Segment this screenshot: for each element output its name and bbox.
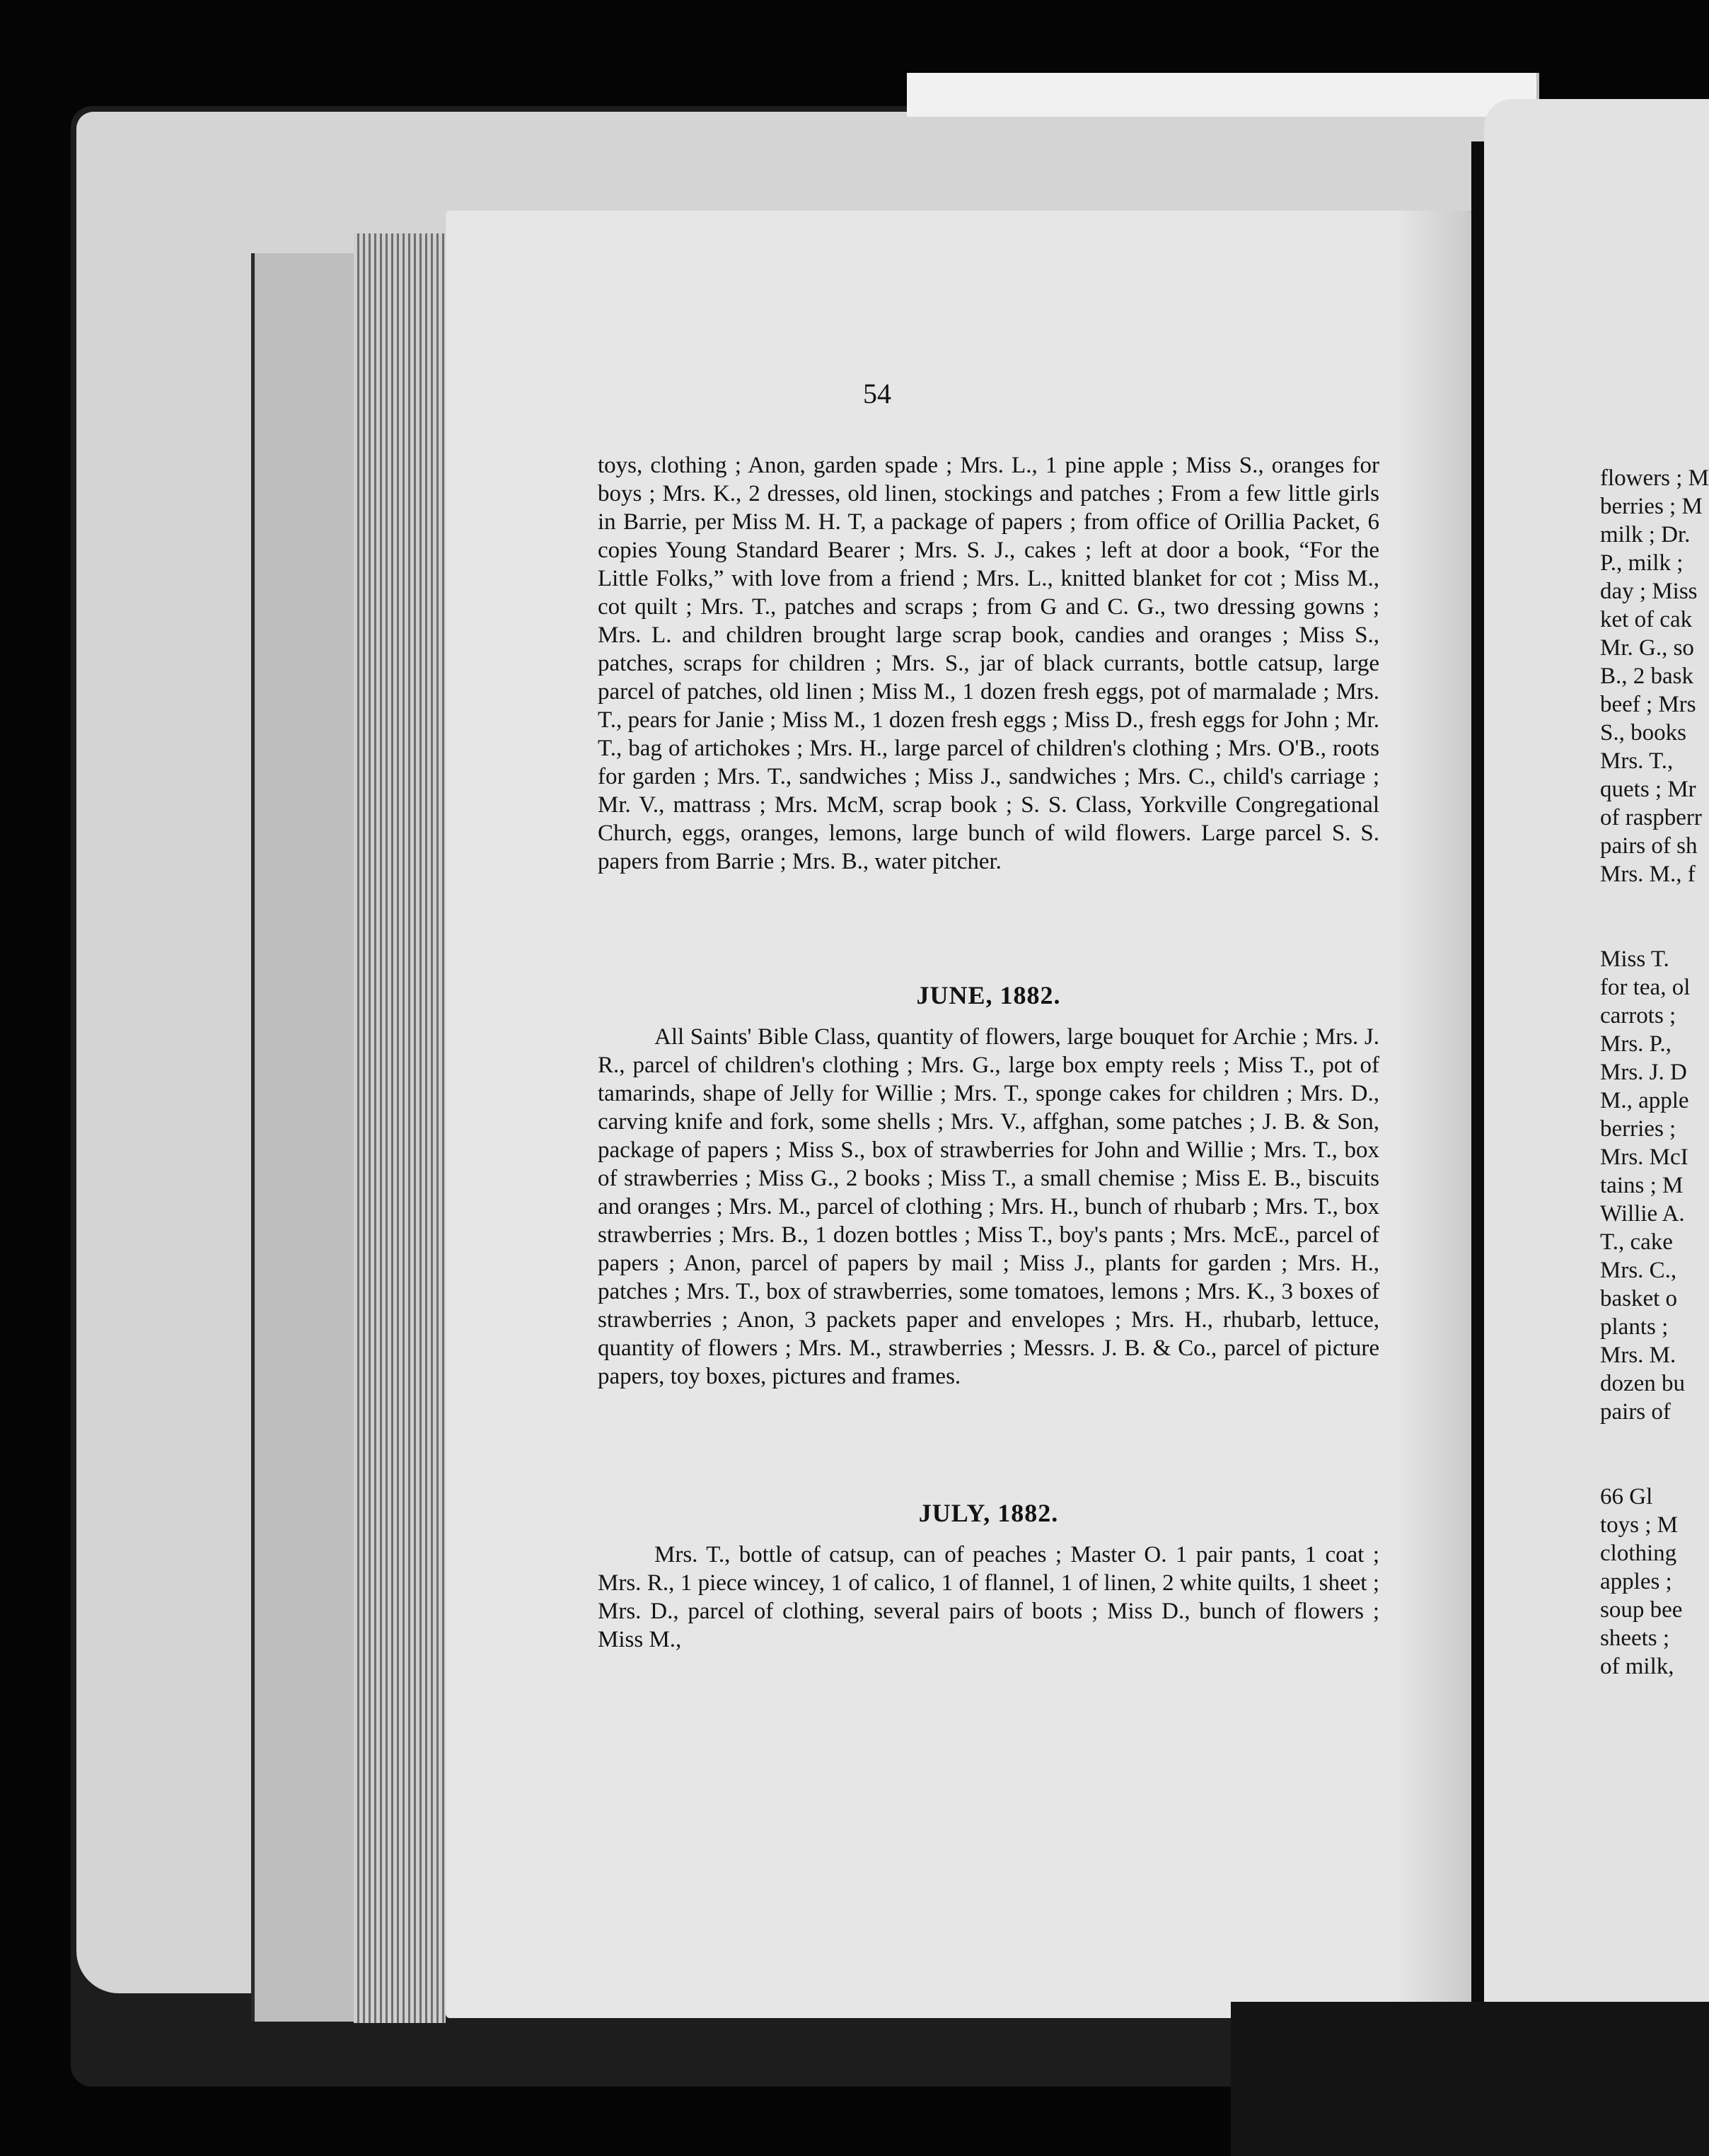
right-line: clothing <box>1600 1541 1677 1566</box>
right-line: milk ; Dr. <box>1600 522 1691 547</box>
right-line: 66 Gl <box>1600 1484 1653 1509</box>
right-line: Willie A. <box>1600 1201 1685 1227</box>
right-line: S., books <box>1600 720 1686 746</box>
right-line: Mrs. McI <box>1600 1144 1688 1170</box>
right-line: basket o <box>1600 1286 1678 1311</box>
cover-edge <box>251 253 354 2022</box>
right-line: day ; Miss <box>1600 579 1698 604</box>
right-line: Mrs. M. <box>1600 1343 1676 1368</box>
entries-paragraph-june: All Saints' Bible Class, quantity of flowers, large bouquet for Archie ; Mrs. J. R., parcel of children's clothing ; Mrs. G., large box empty reels ; Miss T., pot of tamarinds, shape of Jelly for Willie ; Mrs. T., sponge cakes for children ; Mrs. D., carving knife and fork, some shells ; Mrs. V., affghan, some patches ; J. B. & Son, package of papers ; Miss S., box of strawberries for John and Willie ; Mrs. T., box of strawberries ; Miss G., 2 books ; Miss T., a small chemise ; Miss E. B., biscuits and oranges ; Mrs. M., parcel of clothing ; Mrs. H., bunch of rhubarb ; Mrs. T., box strawberries ; Mrs. B., 1 dozen bottles ; Miss T., boy's pants ; Mrs. McE., parcel of papers ; Anon, parcel of papers by mail ; Miss J., plants for garden ; Mrs. H., patches ; Mrs. T., box of strawberries, some tomatoes, lemons ; Mrs. K., 3 boxes of strawberries ; Anon, 3 packets paper and envelopes ; Mrs. H., rhubarb, lettuce, quantity of flowers ; Mrs. M., strawberries ; Messrs. J. B. & Co., parcel of picture papers, toy boxes, pictures and frames. <box>598 1024 1379 1389</box>
right-line: apples ; <box>1600 1569 1672 1594</box>
section-heading-july: JULY, 1882. <box>918 1499 1059 1527</box>
right-line: sheets ; <box>1600 1625 1670 1651</box>
right-line: P., milk ; <box>1600 550 1684 576</box>
page-gutter-shadow <box>1397 211 1471 2018</box>
right-line: Mr. G., so <box>1600 635 1694 661</box>
right-line: T., cake <box>1600 1229 1673 1255</box>
right-block-1 <box>1600 464 1709 888</box>
right-line: beef ; Mrs <box>1600 692 1696 717</box>
right-line: of milk, <box>1600 1654 1674 1679</box>
right-line: pairs of sh <box>1600 833 1698 859</box>
right-line: M., apple <box>1600 1088 1689 1113</box>
right-line: Mrs. T., <box>1600 748 1674 774</box>
page-number: 54 <box>863 378 891 410</box>
right-line: Mrs. M., f <box>1600 862 1696 887</box>
right-line: soup bee <box>1600 1597 1683 1623</box>
page-stack-edges <box>354 233 446 2023</box>
book-bottom-shadow <box>1231 2002 1709 2156</box>
section-heading-june: JUNE, 1882. <box>916 981 1061 1009</box>
right-line: Mrs. J. D <box>1600 1060 1687 1085</box>
right-line: dozen bu <box>1600 1371 1686 1396</box>
right-line: for tea, ol <box>1600 975 1691 1000</box>
right-line: ket of cak <box>1600 607 1693 632</box>
right-line: quets ; Mr <box>1600 777 1696 802</box>
right-line: Mrs. P., <box>1600 1031 1672 1057</box>
right-line: pairs of <box>1600 1399 1671 1425</box>
right-line: Miss T. <box>1600 946 1669 972</box>
right-line: berries ; <box>1600 1116 1676 1142</box>
right-block-2 <box>1600 945 1709 1426</box>
entries-paragraph-july: Mrs. T., bottle of catsup, can of peaches ; Master O. 1 pair pants, 1 coat ; Mrs. R., 1 piece wincey, 1 of calico, 1 of flannel, 1 of linen, 2 white quilts, 1 sheet ; Mrs. D., parcel of clothing, several pairs of boots ; Miss D., bunch of flowers ; Miss M., <box>598 1542 1379 1652</box>
right-line: Mrs. C., <box>1600 1258 1677 1283</box>
entries-paragraph-may: toys, clothing ; Anon, garden spade ; Mrs. L., 1 pine apple ; Miss S., oranges for boys ; Mrs. K., 2 dresses, old linen, stockings and patches ; From a few little girls in Barrie, per Miss M. H. T, a package of papers ; from office of Orillia Packet, 6 copies Young Standard Bearer ; Mrs. S. J., cakes ; left at door a book, “For the Little Folks,” with love from a friend ; Mrs. L., knitted blanket for cot ; Miss M., cot quilt ; Mrs. T., patches and scraps ; from G and C. G., two dressing gowns ; Mrs. L. and children brought large scrap book, candies and oranges ; Miss S., patches, scraps for children ; Mrs. S., jar of black currants, bottle catsup, large parcel of patches, old linen ; Miss M., 1 dozen fresh eggs, pot of marmalade ; Mrs. T., pears for Janie ; Miss M., 1 dozen fresh eggs ; Miss D., fresh eggs for John ; Mr. T., bag of artichokes ; Mrs. H., large parcel of children's clothing ; Mrs. O'B., roots for garden ; Mrs. T., sandwiches ; Miss J., sandwiches ; Mrs. C., child's carriage ; Mr. V., mattrass ; Mrs. McM, scrap book ; S. S. Class, Yorkville Congregational Church, eggs, oranges, lemons, large bunch of wild flowers. Large parcel S. S. papers from Barrie ; Mrs. B., water pitcher. <box>598 453 1379 874</box>
right-line: of raspberr <box>1600 805 1702 830</box>
right-line: plants ; <box>1600 1314 1669 1340</box>
paper-bookmark <box>907 73 1539 117</box>
right-page-text <box>1600 464 1709 1681</box>
right-line: flowers ; M <box>1600 465 1709 491</box>
right-line: toys ; M <box>1600 1512 1679 1538</box>
right-line: berries ; M <box>1600 494 1703 519</box>
right-block-3 <box>1600 1483 1709 1681</box>
right-line: B., 2 bask <box>1600 663 1693 689</box>
right-line: tains ; M <box>1600 1173 1684 1198</box>
right-line: carrots ; <box>1600 1003 1676 1028</box>
